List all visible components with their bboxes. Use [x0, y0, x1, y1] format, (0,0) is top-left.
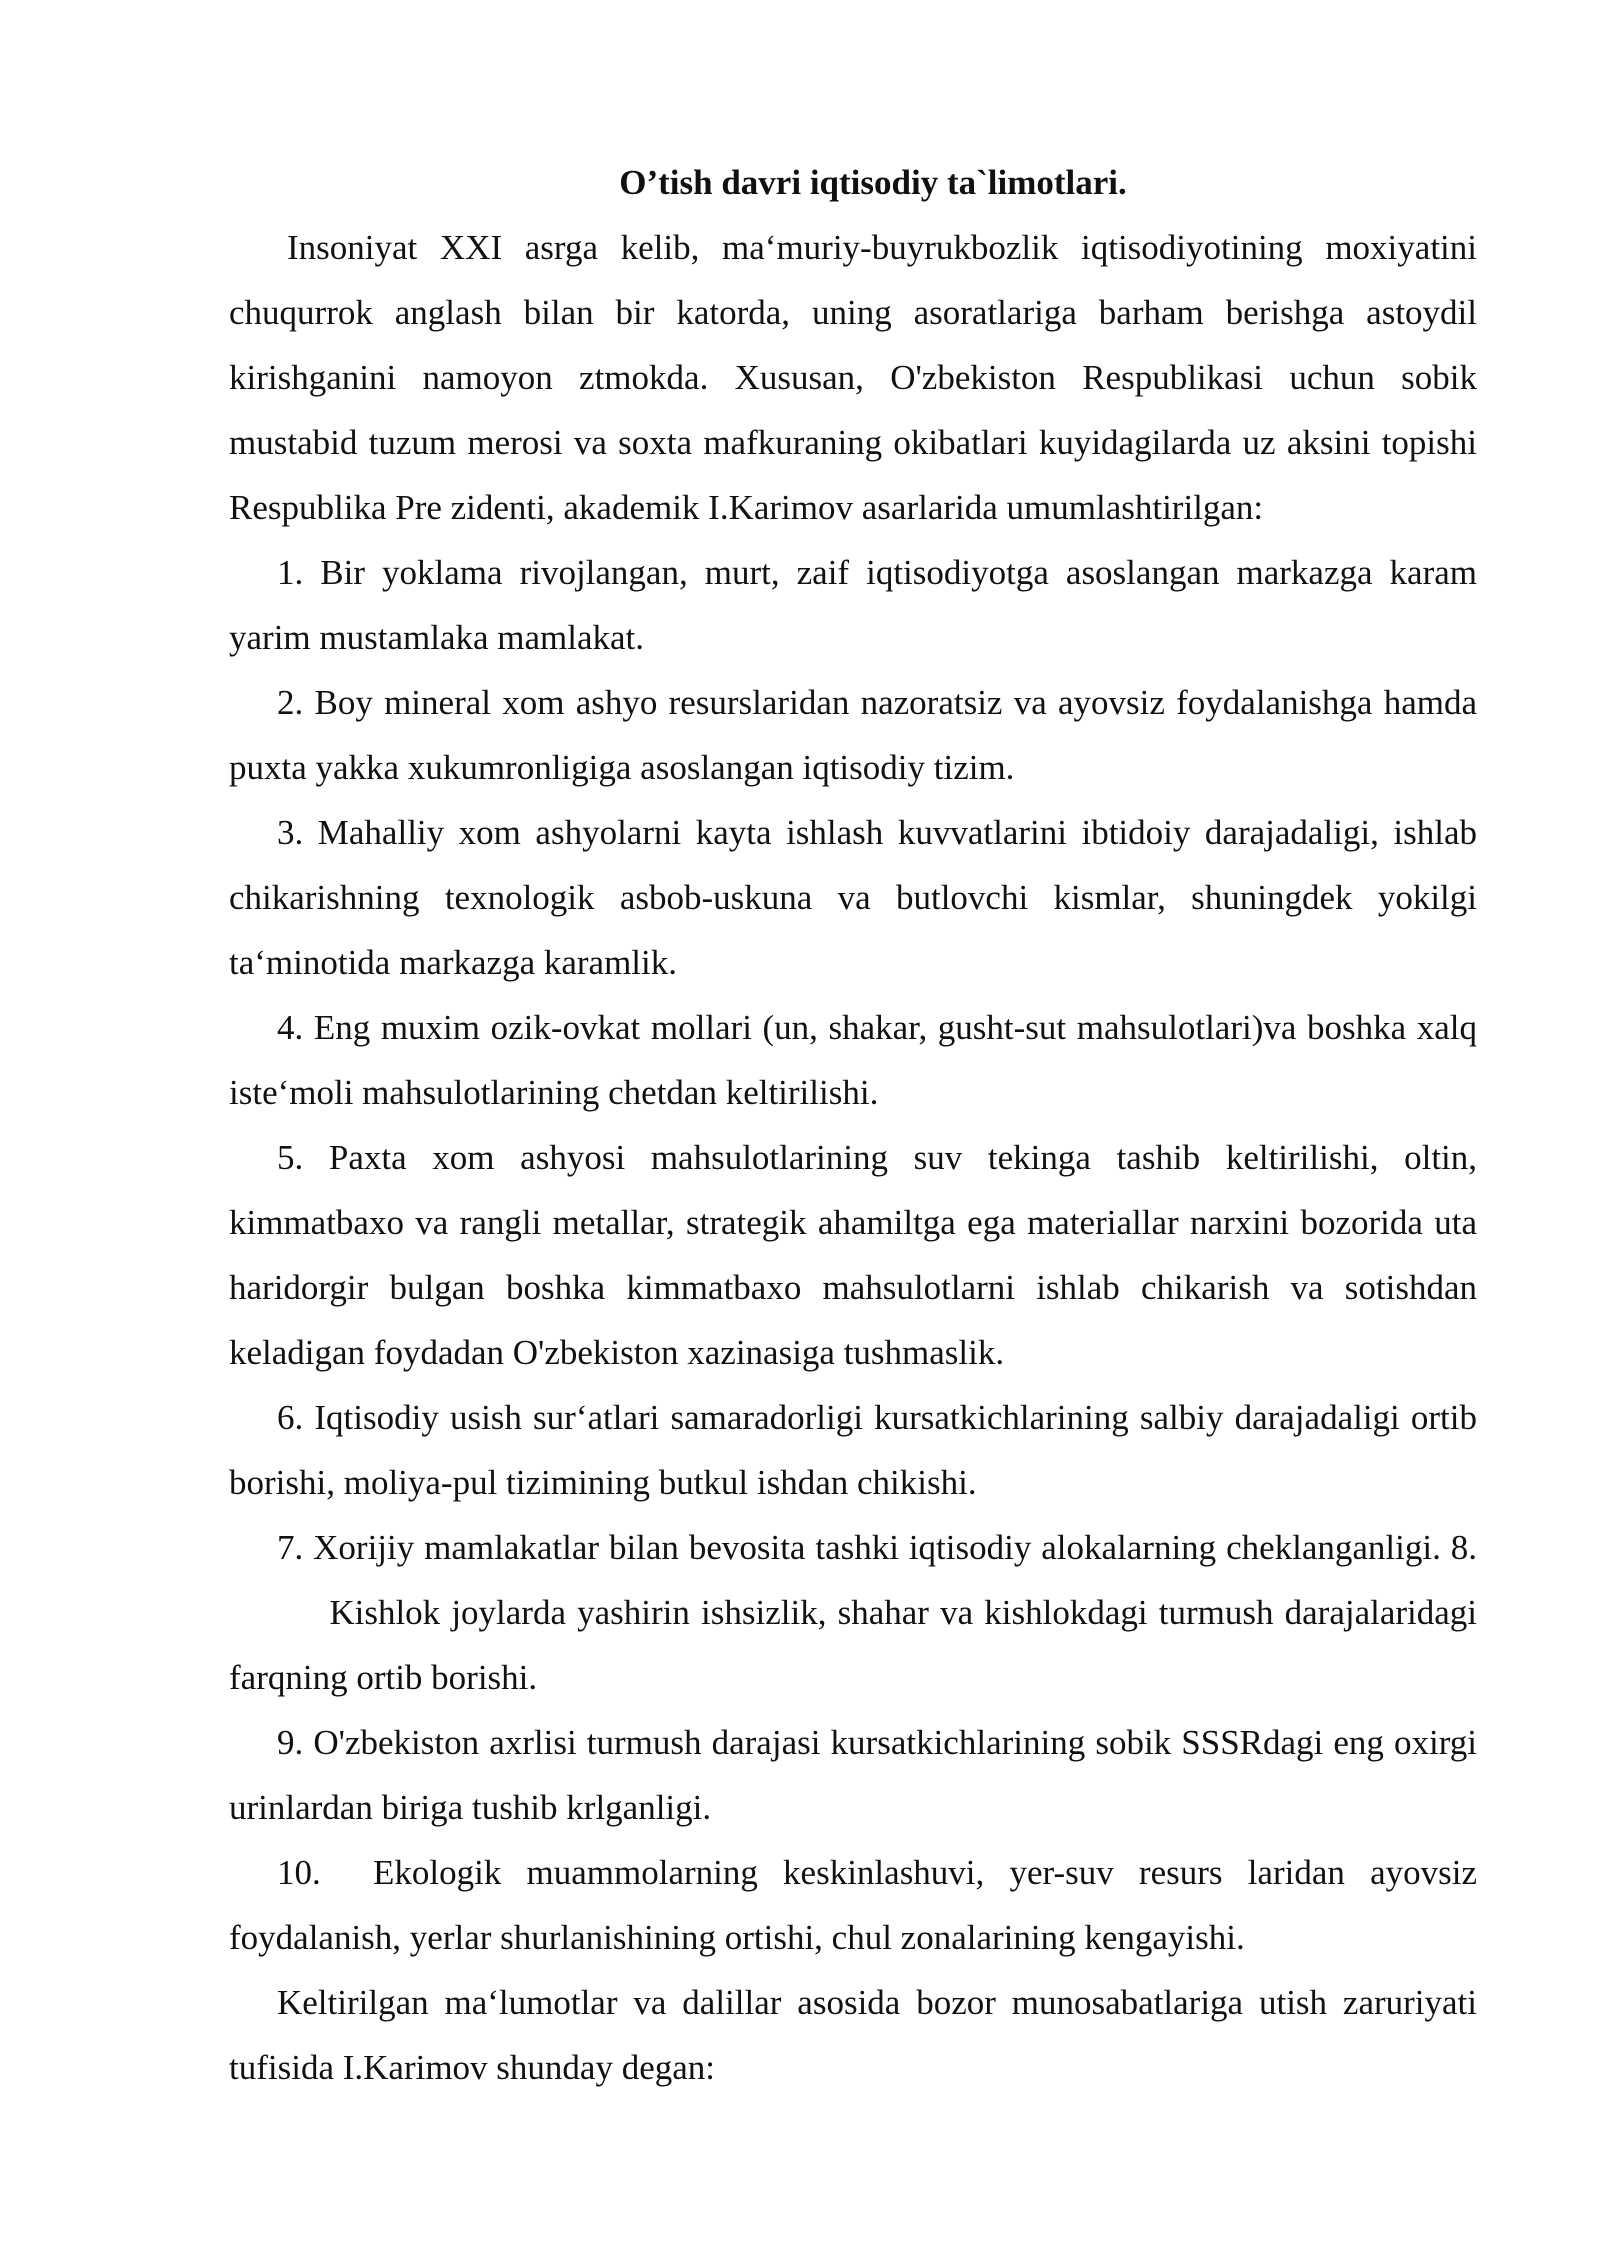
- list-item-4: [229, 995, 1477, 1125]
- list-item-10: [229, 1840, 1477, 1970]
- intro-paragraph: Insoniyat XXI asrga kelib, ma‘muriy-buyrukbozlik iqtisodiyotining moxiyatini chuqurrok anglash bilan bir katorda, uning asoratlariga barham berishga astoydil kirishganini namoyon ztmokda. Xususan, O'zbekiston Respublikasi uchun sobik mustabid tuzum merosi va soxta mafkuraning okibatlari kuyidagilarda uz aksini topishi Respublika Pre zidenti, akademik I.Karimov asarlarida umumlashtirilgan:: [229, 228, 1477, 527]
- list-item-2: [229, 670, 1477, 800]
- list-item-7: [229, 1515, 1477, 1710]
- list-item-text: Bir yoklama rivojlangan, murt, zaif iqtisodiyotga asoslangan markazga karam yarim mustamlaka mamlakat.: [229, 553, 1477, 657]
- list-item-text: O'zbekiston axrlisi turmush darajasi kursatkichlarining sobik SSSRdagi eng oxirgi urinlardan biriga tushib krlganligi.: [229, 1723, 1477, 1827]
- document-title: O’tish davri iqtisodiy ta`limotlari.: [619, 163, 1127, 202]
- list-item-text: Eng muxim ozik-ovkat mollari (un, shakar, gusht-sut mahsulotlari)va boshka xalq iste‘moli mahsulotlarining chetdan keltirilishi.: [229, 1008, 1477, 1112]
- list-number: 9.: [277, 1723, 304, 1762]
- list-number: 8.: [1450, 1528, 1477, 1567]
- list-item-text: Ekologik muammolarning keskinlashuvi, yer-suv resurs laridan ayovsiz foydalanish, yerlar shurlanishining ortishi, chul zonalarining kengayishi.: [229, 1853, 1477, 1957]
- list-item-1: [229, 540, 1477, 670]
- list-number: 2.: [277, 683, 304, 722]
- list-number: 5.: [277, 1138, 304, 1177]
- list-item-6: [229, 1385, 1477, 1515]
- list-number: 3.: [277, 813, 304, 852]
- list-item-5: [229, 1125, 1477, 1385]
- closing-paragraph: Keltirilgan ma‘lumotlar va dalillar asosida bozor munosabatlariga utish zaruriyati tufisida I.Karimov shunday degan:: [229, 1983, 1477, 2087]
- document-page: [229, 150, 1477, 2100]
- list-item-text: Iqtisodiy usish sur‘atlari samaradorligi kursatkichlarining salbiy darajadaligi ortib borishi, moliya-pul tizimining butkul ishdan chikishi.: [229, 1398, 1478, 1502]
- list-item-9: [229, 1710, 1477, 1840]
- list-number: 4.: [277, 1008, 304, 1047]
- list-item-text: Xorijiy mamlakatlar bilan bevosita tashki iqtisodiy alokalarning cheklanganligi.: [313, 1528, 1441, 1567]
- list-item-text: Mahalliy xom ashyolarni kayta ishlash kuvvatlarini ibtidoiy darajadaligi, ishlab chikarishning texnologik asbob-uskuna va butlovchi kismlar, shuningdek yokilgi ta‘minotida markazga karamlik.: [229, 813, 1477, 982]
- list-item-3: [229, 800, 1477, 995]
- list-number: 7.: [277, 1528, 304, 1567]
- list-number: 10.: [277, 1853, 321, 1892]
- list-item-text: Paxta xom ashyosi mahsulotlarining suv tekinga tashib keltirilishi, oltin, kimmatbaxo va rangli metallar, strategik ahamiltga ega materiallar narxini bozorida uta haridorgir bulgan boshka kimmatbaxo mahsulotlarni ishlab chikarish va sotishdan keladigan foydadan O'zbekiston xazinasiga tushmaslik.: [229, 1138, 1478, 1372]
- list-number: 6.: [277, 1398, 304, 1437]
- list-item-text: Boy mineral xom ashyo resurslaridan nazoratsiz va ayovsiz foydalanishga hamda puxta yakka xukumronligiga asoslangan iqtisodiy tizim.: [229, 683, 1477, 787]
- list-number: 1.: [277, 553, 304, 592]
- list-item-text: Kishlok joylarda yashirin ishsizlik, shahar va kishlokdagi turmush darajalaridagi farqning ortib borishi.: [229, 1593, 1478, 1697]
